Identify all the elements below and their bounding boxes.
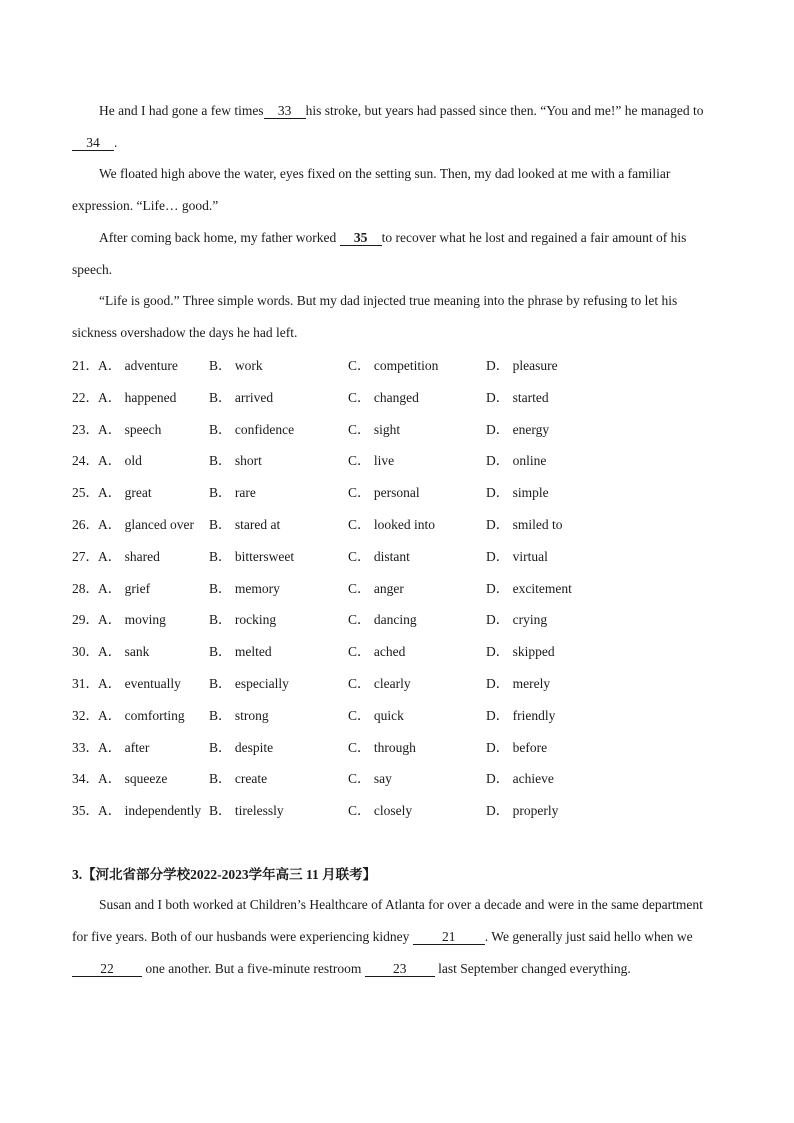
question-row bbox=[72, 795, 722, 827]
option-b: B． short bbox=[209, 453, 262, 469]
paragraph-text: “Life is good.” Three simple words. But my dad injected true meaning into the phrase by refusing to let his sickness overshadow the days he had left. bbox=[72, 293, 678, 340]
option-b: B． create bbox=[209, 771, 268, 787]
question-row bbox=[72, 636, 722, 668]
question-number: 32． bbox=[72, 707, 99, 723]
option-a: A． after bbox=[98, 739, 150, 755]
blank-35: 35 bbox=[340, 230, 382, 246]
option-b: B． despite bbox=[209, 739, 274, 755]
question-row bbox=[72, 732, 722, 764]
option-c: C． personal bbox=[348, 485, 420, 501]
question-number: 33． bbox=[72, 739, 99, 755]
option-a: A． squeeze bbox=[98, 771, 168, 787]
option-a: A． adventure bbox=[98, 358, 178, 373]
option-c: C． say bbox=[348, 771, 392, 787]
passage-paragraph-1 bbox=[72, 95, 722, 159]
answer-options bbox=[72, 350, 722, 827]
option-d: D． started bbox=[486, 389, 549, 405]
option-d: D． pleasure bbox=[486, 358, 558, 373]
option-d: D． before bbox=[486, 739, 548, 755]
paragraph-text: to recover what he lost and regained a fair amount of his speech. bbox=[72, 230, 687, 277]
question-number: 31． bbox=[72, 675, 99, 691]
blank-33: 33 bbox=[264, 103, 306, 119]
question-row bbox=[72, 700, 722, 732]
option-a: A． grief bbox=[98, 580, 151, 596]
option-d: D． simple bbox=[486, 485, 549, 501]
option-d: D． crying bbox=[486, 612, 548, 628]
option-d: D． smiled to bbox=[486, 516, 563, 532]
section-heading: 3.【河北省部分学校2022-2023学年高三 11 月联考】 bbox=[72, 867, 377, 882]
blank-34: 34 bbox=[72, 135, 114, 151]
option-c: C． quick bbox=[348, 707, 404, 723]
option-b: B． stared at bbox=[209, 516, 281, 532]
question-row bbox=[72, 668, 722, 700]
blank-22: 22 bbox=[72, 961, 142, 977]
option-b: B． strong bbox=[209, 707, 269, 723]
option-c: C． anger bbox=[348, 580, 404, 596]
paragraph-text: his stroke, but years had passed since then. “You and me!” he managed to bbox=[305, 103, 704, 118]
paragraph-text: We floated high above the water, eyes fixed on the setting sun. Then, my dad looked at me with a familiar expression. “Life… good.” bbox=[72, 166, 671, 213]
option-a: A． old bbox=[98, 453, 142, 469]
option-d: D． virtual bbox=[486, 548, 548, 564]
question-number: 22． bbox=[72, 389, 99, 405]
option-d: D． online bbox=[486, 453, 547, 469]
question-number: 27． bbox=[72, 548, 99, 564]
option-a: A． eventually bbox=[98, 675, 181, 691]
question-number: 29． bbox=[72, 612, 99, 628]
option-c: C． looked into bbox=[348, 516, 435, 532]
paragraph-text: Susan and I both worked at Children’s Healthcare of Atlanta for over a decade and were in the same department for five years. Both of our husbands were experiencing kidney bbox=[72, 897, 703, 944]
option-c: C． ached bbox=[348, 644, 406, 660]
option-a: A． comforting bbox=[98, 707, 185, 723]
option-d: D． energy bbox=[486, 421, 550, 437]
question-row bbox=[72, 573, 722, 605]
section3-paragraph bbox=[72, 889, 722, 985]
option-b: B． memory bbox=[209, 580, 280, 596]
option-b: B． melted bbox=[209, 644, 272, 660]
option-d: D． merely bbox=[486, 675, 551, 691]
option-c: C． competition bbox=[348, 358, 439, 373]
option-a: A． independently bbox=[98, 803, 202, 819]
question-number: 23． bbox=[72, 421, 99, 437]
option-d: D． properly bbox=[486, 803, 559, 819]
option-d: D． skipped bbox=[486, 644, 555, 660]
option-b: B． bittersweet bbox=[209, 548, 295, 564]
option-b: B． arrived bbox=[209, 389, 274, 405]
paragraph-text: . We generally just said hello when we bbox=[484, 929, 693, 944]
option-a: A． moving bbox=[98, 612, 166, 628]
option-b: B． confidence bbox=[209, 421, 295, 437]
option-a: A． great bbox=[98, 485, 152, 501]
question-number: 24． bbox=[72, 453, 99, 469]
paragraph-text: After coming back home, my father worked bbox=[99, 230, 337, 245]
paragraph-text: . bbox=[114, 135, 118, 150]
question-number: 28． bbox=[72, 580, 99, 596]
option-b: B． tirelessly bbox=[209, 803, 284, 819]
question-row bbox=[72, 541, 722, 573]
option-a: A． happened bbox=[98, 389, 177, 405]
question-number: 35． bbox=[72, 803, 99, 819]
paragraph-text: one another. But a five-minute restroom bbox=[145, 961, 362, 976]
option-b: B． rare bbox=[209, 485, 256, 501]
option-c: C． through bbox=[348, 739, 416, 755]
option-c: C． closely bbox=[348, 803, 413, 819]
question-row bbox=[72, 382, 722, 414]
option-c: C． sight bbox=[348, 421, 401, 437]
question-row bbox=[72, 604, 722, 636]
option-c: C． dancing bbox=[348, 612, 417, 628]
paragraph-text: He and I had gone a few times bbox=[99, 103, 264, 118]
question-number: 21． bbox=[72, 358, 99, 373]
passage-paragraph-2 bbox=[72, 158, 722, 222]
option-d: D． excitement bbox=[486, 580, 572, 596]
option-a: A． glanced over bbox=[98, 516, 194, 532]
option-c: C． live bbox=[348, 453, 395, 469]
blank-21: 21 bbox=[413, 929, 485, 945]
question-number: 26． bbox=[72, 516, 99, 532]
option-a: A． speech bbox=[98, 421, 162, 437]
passage-paragraph-4 bbox=[72, 285, 722, 349]
option-b: B． work bbox=[209, 358, 263, 373]
option-d: D． achieve bbox=[486, 771, 554, 787]
option-b: B． rocking bbox=[209, 612, 277, 628]
question-number: 30． bbox=[72, 644, 99, 660]
question-row bbox=[72, 445, 722, 477]
option-c: C． distant bbox=[348, 548, 410, 564]
option-b: B． especially bbox=[209, 675, 289, 691]
option-c: C． clearly bbox=[348, 675, 411, 691]
question-row bbox=[72, 763, 722, 795]
question-number: 25． bbox=[72, 485, 99, 501]
question-row bbox=[72, 350, 722, 382]
option-a: A． shared bbox=[98, 548, 160, 564]
question-row bbox=[72, 414, 722, 446]
question-number: 34． bbox=[72, 771, 99, 787]
passage-paragraph-3 bbox=[72, 222, 722, 286]
paragraph-text: last September changed everything. bbox=[438, 961, 631, 976]
option-d: D． friendly bbox=[486, 707, 556, 723]
blank-23: 23 bbox=[365, 961, 435, 977]
question-row bbox=[72, 509, 722, 541]
option-a: A． sank bbox=[98, 644, 150, 660]
question-row bbox=[72, 477, 722, 509]
option-c: C． changed bbox=[348, 389, 419, 405]
